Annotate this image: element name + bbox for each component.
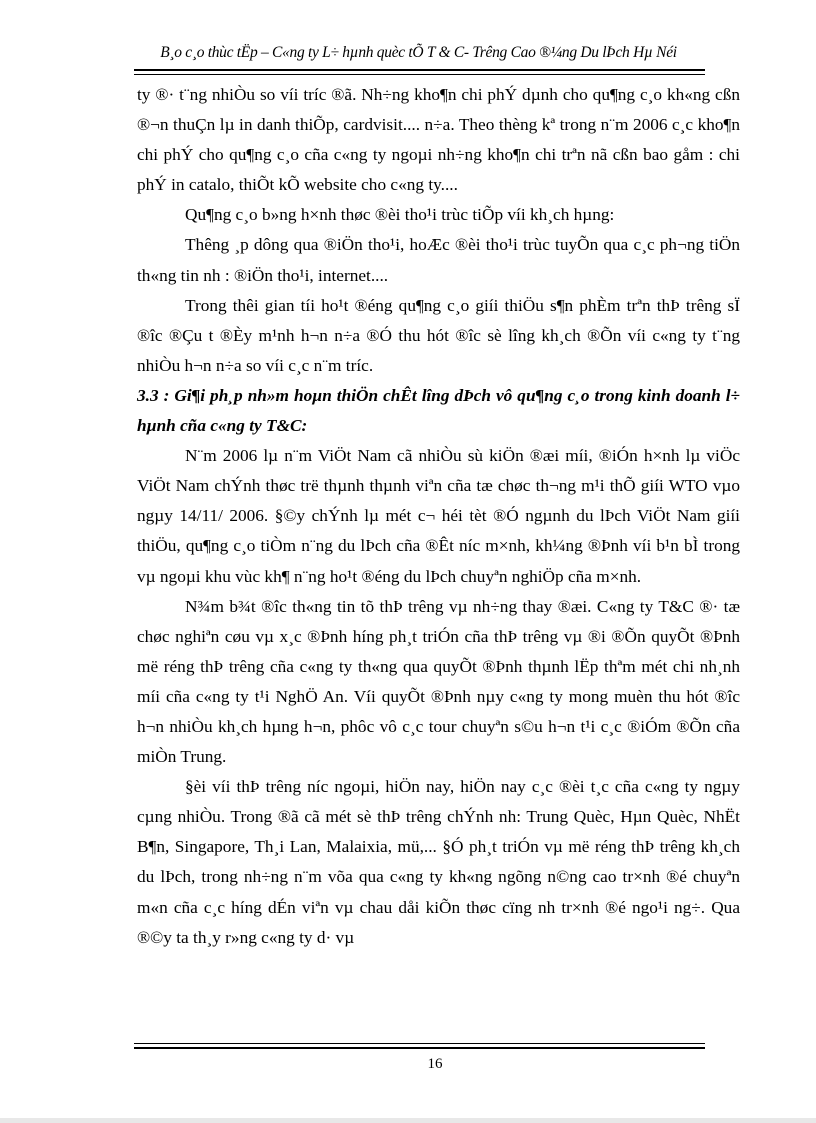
paragraph: §èi víi thÞ trêng níc ngoµi, hiÖn nay, hiÖn nay c¸c ®èi t¸c cña c«ng ty ngµy cµng nhiÒu. Trong ®ã cã mét sè thÞ trêng chÝnh nh: Trung Quèc, Hµn Quèc, NhËt B¶n, Singapore, Th¸i Lan, Malaixia, mü,... §Ó ph¸t triÓn vµ më réng thÞ trêng kh¸ch du lÞch, trong nh÷ng n¨m võa qua c«ng ty kh«ng ngõng n©ng cao tr×nh ®é chuyªn m«n cña c¸c híng dÉn viªn vµ chau dåi kiÕn thøc cïng nh tr×nh ®é ngo¹i ng÷. Qua ®©y ta th¸y r»ng c«ng ty d· vµ [137,777,740,947]
section-heading: 3.3 : Gi¶i ph¸p nh»m hoµn thiÖn chÊt lîng dÞch vô qu¶ng c¸o trong kinh doanh l÷ hµnh cña c«ng ty T&C: [137,385,740,436]
running-header: B¸o c¸o thùc tËp – C«ng ty L÷ hµnh quèc tÕ T & C- Trêng Cao ®¼ng Du lÞch Hµ Néi [160,44,677,61]
paragraph-continuation: ty ®· t¨ng nhiÒu so víi tríc ®ã. Nh÷ng kho¶n chi phÝ dµnh cho qu¶ng c¸o kh«ng cßn ®¬n thuÇn lµ in danh thiÕp, cardvisit.... n÷a. Theo thèng kª trong n¨m 2006 c¸c kho¶n chi phÝ cho qu¶ng c¸o cña c«ng ty ngoµi nh÷ng kho¶n chi trªn nã cßn bao gåm : chi phÝ in catalo, thiÕt kÕ website cho c«ng ty.... [137,85,740,195]
header-rule [134,69,705,75]
page-number: 16 [427,1056,443,1072]
paragraph: Thêng ¸p dông qua ®iÖn tho¹i, hoÆc ®èi tho¹i trùc tuyÕn qua c¸c ph¬ng tiÖn th«ng tin nh : ®iÖn tho¹i, internet.... [137,235,740,285]
paragraph: N¾m b¾t ®îc th«ng tin tõ thÞ trêng vµ nh÷ng thay ®æi. C«ng ty T&C ®· tæ chøc nghiªn cøu vµ x¸c ®Þnh híng ph¸t triÓn cña thÞ trêng vµ ®i ®Õn quyÕt ®Þnh më réng thÞ trêng cña c«ng ty th«ng qua quyÕt ®Þnh thµnh lËp thªm mét chi nh¸nh míi cña c«ng ty t¹i NghÖ An. Víi quyÕt ®Þnh nµy c«ng ty mong muèn thu hót ®îc h¬n nhiÒu kh¸ch hµng h¬n, phôc vô c¸c tour chuyªn s©u h¬n t¹i c¸c ®iÓm ®Õn cña miÒn Trung. [137,596,740,767]
paragraph: Qu¶ng c¸o b»ng h×nh thøc ®èi tho¹i trùc tiÕp víi kh¸ch hµng: [185,205,615,225]
page-bottom-edge [0,1118,816,1123]
paragraph: Trong thêi gian tíi ho¹t ®éng qu¶ng c¸o giíi thiÖu s¶n phÈm trªn thÞ trêng sÏ ®îc ®Çu t ®Èy m¹nh h¬n n÷a ®Ó thu hót ®îc sè lîng kh¸ch ®Õn víi c«ng ty t¨ng nhiÒu h¬n n÷a so víi c¸c n¨m tríc. [137,295,740,375]
body-text [137,80,740,953]
footer-rule [134,1043,705,1049]
paragraph: N¨m 2006 lµ n¨m ViÖt Nam cã nhiÒu sù kiÖn ®æi míi, ®iÓn h×nh lµ viÖc ViÖt Nam chÝnh thøc trë thµnh thµnh viªn cña tæ chøc th¬ng m¹i thÕ giíi WTO vµo ngµy 14/11/ 2006. §©y chÝnh lµ mét c¬ héi tèt ®Ó ngµnh du lÞch ViÖt Nam giíi thiÖu, qu¶ng c¸o tiÒm n¨ng du lÞch cña ®Êt níc m×nh, kh¼ng ®Þnh víi b¹n bÌ trong vµ ngoµi khu vùc kh¶ n¨ng ho¹t ®éng du lÞch chuyªn nghiÖp cña m×nh. [137,446,740,586]
